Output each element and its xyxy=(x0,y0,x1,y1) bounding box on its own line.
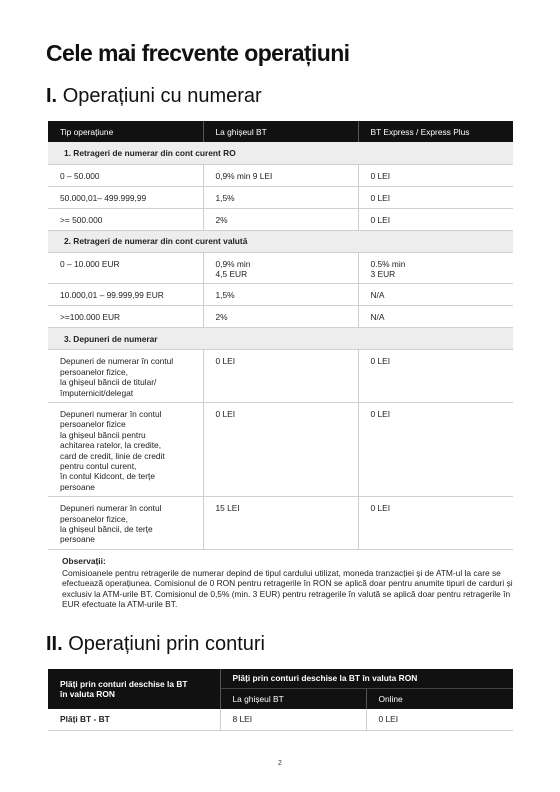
cell-express-fee: 0 LEI xyxy=(358,497,513,550)
cell-operation: 0 – 10.000 EUR xyxy=(48,252,203,284)
header-counter: La ghișeul BT xyxy=(220,688,366,709)
group-row xyxy=(48,142,513,164)
cell-express-fee: 0 LEI xyxy=(358,164,513,186)
table-row xyxy=(48,350,513,403)
cell-counter-fee: 0,9% min 9 LEI xyxy=(203,164,358,186)
table-header-row xyxy=(48,669,513,688)
table-row xyxy=(48,709,513,730)
cell-express-fee: N/A xyxy=(358,306,513,328)
cell-operation: Depuneri numerar în contul persoanelor fizice, la ghișeul băncii, de terțe persoane xyxy=(48,497,203,550)
cell-express-fee: 0 LEI xyxy=(358,186,513,208)
header-payment-group: Plăți prin conturi deschise la BT în valuta RON xyxy=(220,669,513,688)
header-payment-type: Plăți prin conturi deschise la BT în valuta RON xyxy=(48,669,220,709)
cash-operations-body xyxy=(48,142,513,549)
cell-express-fee: 0 LEI xyxy=(358,208,513,230)
cash-operations-table xyxy=(48,121,513,550)
cell-counter-fee: 0 LEI xyxy=(203,350,358,403)
cell-operation: Depuneri numerar în contul persoanelor fizice la ghișeul băncii pentru achitarea ratelor, la credite, card de credit, linie de credit pentru contul curent, în contul Kidcont, de terțe persoane xyxy=(48,402,203,496)
cell-counter-fee: 2% xyxy=(203,208,358,230)
group-row xyxy=(48,328,513,350)
cell-operation: 50.000,01– 499.999,99 xyxy=(48,186,203,208)
header-bt-counter: La ghișeul BT xyxy=(203,121,358,142)
cell-payment-type: Plăți BT - BT xyxy=(48,709,220,730)
cell-counter-fee: 0,9% min 4,5 EUR xyxy=(203,252,358,284)
header-online: Online xyxy=(366,688,513,709)
cell-express-fee: 0 LEI xyxy=(358,402,513,496)
cell-counter-fee: 1,5% xyxy=(203,284,358,306)
cell-operation: 10.000,01 – 99.999,99 EUR xyxy=(48,284,203,306)
header-operation-type: Tip operațiune xyxy=(48,121,203,142)
table-row xyxy=(48,284,513,306)
cell-operation: Depuneri de numerar în contul persoanelor fizice, la ghișeul băncii de titular/ împuternicit/delegat xyxy=(48,350,203,403)
cell-online-fee: 0 LEI xyxy=(366,709,513,730)
table-row xyxy=(48,186,513,208)
cell-express-fee: 0.5% min 3 EUR xyxy=(358,252,513,284)
section2-number: II. xyxy=(46,633,63,655)
group-label: 1. Retrageri de numerar din cont curent RO xyxy=(48,142,513,164)
table-row xyxy=(48,252,513,284)
table-row xyxy=(48,402,513,496)
section1-title: Operațiuni cu numerar xyxy=(62,85,262,107)
cell-express-fee: N/A xyxy=(358,284,513,306)
page-title: Cele mai frecvente operațiuni xyxy=(46,40,350,66)
table-row xyxy=(48,208,513,230)
table-header-row xyxy=(48,121,513,142)
cell-operation: 0 – 50.000 xyxy=(48,164,203,186)
cell-counter-fee: 0 LEI xyxy=(203,402,358,496)
table-row xyxy=(48,306,513,328)
header-bt-express: BT Express / Express Plus xyxy=(358,121,513,142)
group-label: 3. Depuneri de numerar xyxy=(48,328,513,350)
account-operations-table xyxy=(48,669,513,731)
table-row xyxy=(48,164,513,186)
observations-title: Observații: xyxy=(62,556,106,566)
cell-operation: >=100.000 EUR xyxy=(48,306,203,328)
observations-text: Comisioanele pentru retragerile de numerar depind de tipul cardului utilizat, moneda tranzacției și de ATM-ul la care se efectuează operațiunea. Comisionul de 0 RON pentru retragerile în RON se aplică doar pentru anumite tipuri de carduri și exclusiv la ATM-urile BT. Comisionul de 0,5% (min. 3 EUR) pentru retragerile în valută se aplică doar pentru retragerile în EUR efectuate la ATM-urile BT. xyxy=(62,567,513,610)
section2-heading xyxy=(46,633,265,656)
section1-heading xyxy=(46,85,262,108)
cell-counter-fee: 15 LEI xyxy=(203,497,358,550)
group-row xyxy=(48,230,513,252)
cell-counter-fee: 1,5% xyxy=(203,186,358,208)
section2-title: Operațiuni prin conturi xyxy=(68,633,266,655)
section1-number: I. xyxy=(46,85,58,107)
cell-operation: >= 500.000 xyxy=(48,208,203,230)
cell-counter-fee: 2% xyxy=(203,306,358,328)
cell-counter-fee: 8 LEI xyxy=(220,709,366,730)
account-operations-body xyxy=(48,709,513,730)
cell-express-fee: 0 LEI xyxy=(358,350,513,403)
observations-block xyxy=(62,556,517,610)
table-row xyxy=(48,497,513,550)
page-number: 2 xyxy=(278,760,282,767)
group-label: 2. Retrageri de numerar din cont curent valută xyxy=(48,230,513,252)
